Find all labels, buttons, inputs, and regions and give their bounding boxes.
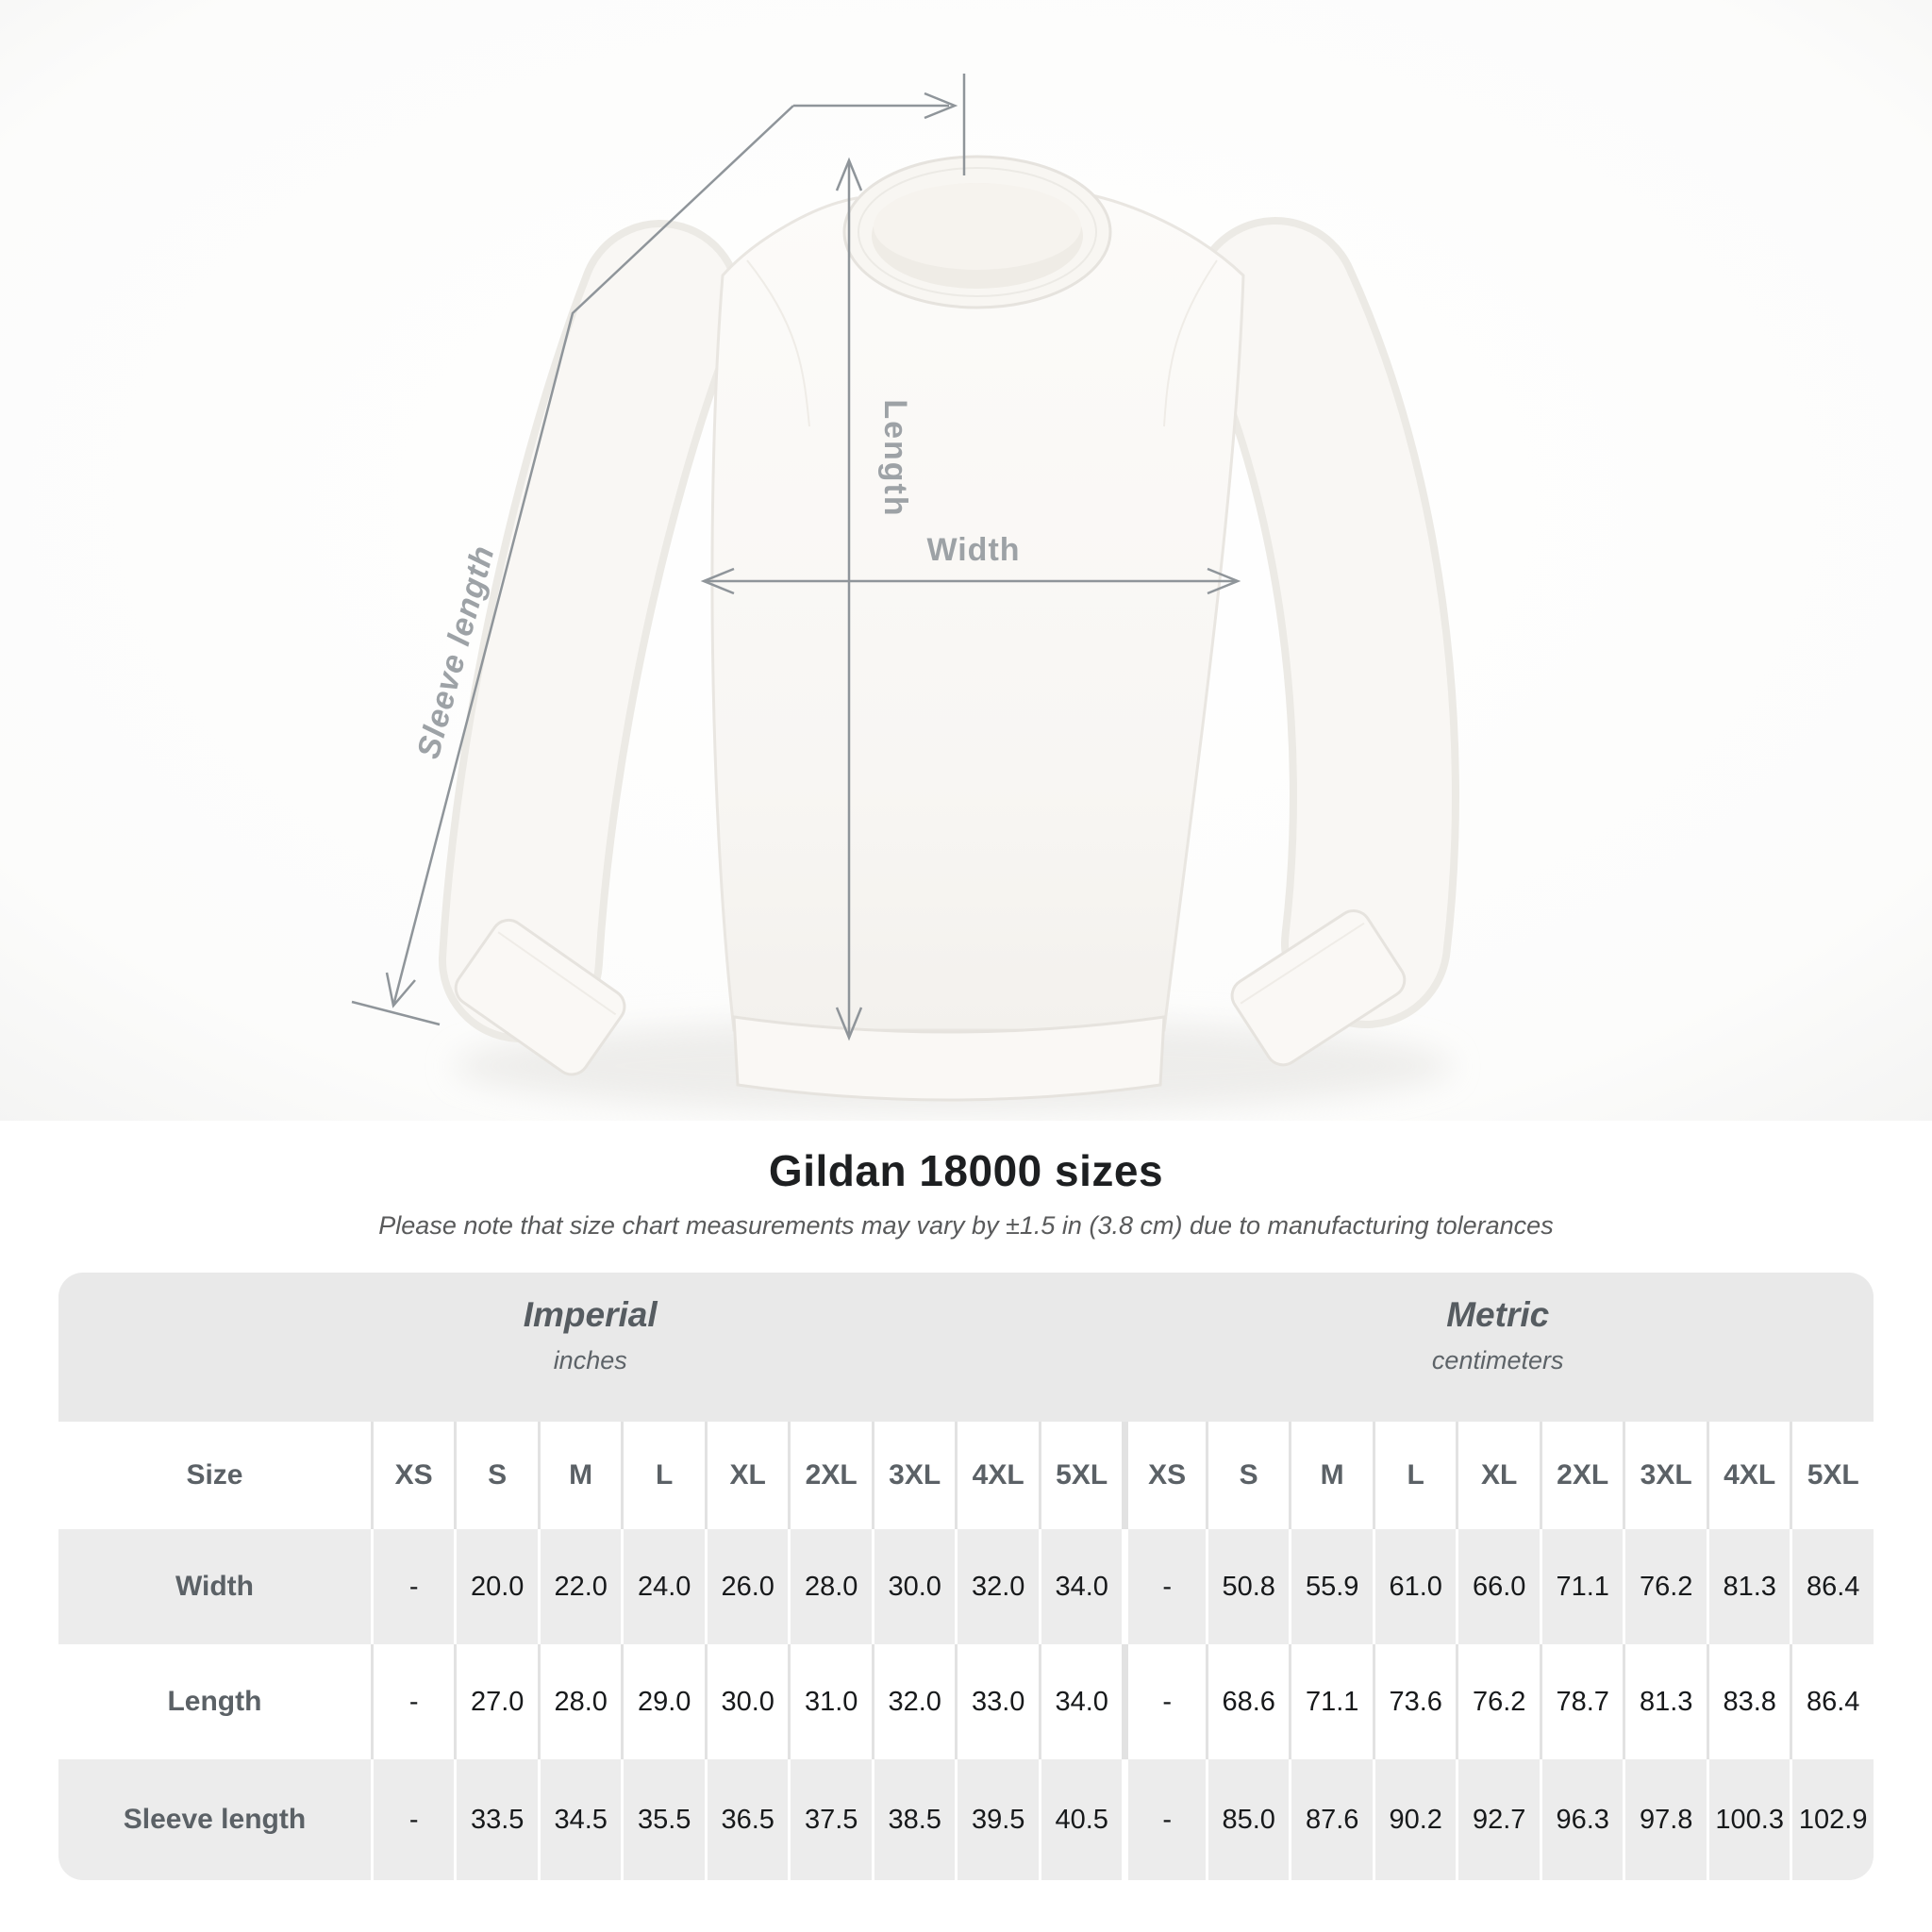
metric-unit-label: centimeters <box>1431 1346 1564 1374</box>
col-header-imperial-l: L <box>621 1422 705 1529</box>
col-header-imperial-m: M <box>538 1422 622 1529</box>
width-label: Width <box>926 532 1021 568</box>
length-label: Length <box>877 399 913 518</box>
imperial-band <box>58 1273 1122 1422</box>
table-cell: 38.5 <box>872 1759 956 1880</box>
table-cell: 81.3 <box>1623 1644 1707 1759</box>
table-cell: 76.2 <box>1623 1529 1707 1644</box>
size-chart-table <box>58 1273 1874 1880</box>
col-header-metric-2xl: 2XL <box>1540 1422 1624 1529</box>
table-cell: 28.0 <box>788 1529 872 1644</box>
table-cell: 40.5 <box>1039 1759 1123 1880</box>
table-cell: 33.0 <box>955 1644 1039 1759</box>
table-cell: 85.0 <box>1206 1759 1290 1880</box>
table-cell: 92.7 <box>1456 1759 1540 1880</box>
col-header-imperial-4xl: 4XL <box>955 1422 1039 1529</box>
table-cell: 32.0 <box>955 1529 1039 1644</box>
col-header-metric-m: M <box>1289 1422 1373 1529</box>
table-cell: 78.7 <box>1540 1644 1624 1759</box>
size-corner-header: Size <box>186 1459 243 1491</box>
col-header-imperial-2xl: 2XL <box>788 1422 872 1529</box>
table-cell: 87.6 <box>1289 1759 1373 1880</box>
col-header-metric-xs: XS <box>1122 1422 1206 1529</box>
table-cell: 26.0 <box>705 1529 789 1644</box>
col-header-imperial-5xl: 5XL <box>1039 1422 1123 1529</box>
table-cell: - <box>1122 1529 1206 1644</box>
table-cell: - <box>371 1529 455 1644</box>
table-cell: 61.0 <box>1373 1529 1457 1644</box>
table-cell: 36.5 <box>705 1759 789 1880</box>
table-cell: 100.3 <box>1707 1759 1790 1880</box>
table-cell: 27.0 <box>454 1644 538 1759</box>
row-label: Width <box>175 1571 254 1602</box>
table-cell: 30.0 <box>705 1644 789 1759</box>
table-cell: 73.6 <box>1373 1644 1457 1759</box>
table-cell: 31.0 <box>788 1644 872 1759</box>
table-cell: 39.5 <box>955 1759 1039 1880</box>
body-panel <box>712 194 1243 1030</box>
collar <box>844 157 1110 308</box>
table-cell: 86.4 <box>1790 1644 1874 1759</box>
col-header-imperial-s: S <box>454 1422 538 1529</box>
metric-band <box>1122 1273 1874 1422</box>
table-row-length <box>58 1644 1874 1759</box>
table-cell: 37.5 <box>788 1759 872 1880</box>
col-header-metric-xl: XL <box>1456 1422 1540 1529</box>
table-cell: 86.4 <box>1790 1529 1874 1644</box>
table-cell: 90.2 <box>1373 1759 1457 1880</box>
col-header-metric-s: S <box>1206 1422 1290 1529</box>
table-cell: 81.3 <box>1707 1529 1790 1644</box>
page-title: Gildan 18000 sizes <box>768 1146 1164 1195</box>
table-cell: 34.0 <box>1039 1644 1123 1759</box>
table-cell: 83.8 <box>1707 1644 1790 1759</box>
col-header-imperial-3xl: 3XL <box>872 1422 956 1529</box>
imperial-unit-label: inches <box>553 1346 627 1374</box>
table-cell: 34.0 <box>1039 1529 1123 1644</box>
table-cell: - <box>1122 1759 1206 1880</box>
table-cell: 71.1 <box>1289 1644 1373 1759</box>
unit-band-row <box>58 1273 1874 1422</box>
table-row-width <box>58 1529 1874 1644</box>
metric-label: Metric <box>1446 1295 1550 1334</box>
table-cell: 102.9 <box>1790 1759 1874 1880</box>
table-cell: 30.0 <box>872 1529 956 1644</box>
row-label: Length <box>167 1686 262 1717</box>
col-header-metric-l: L <box>1373 1422 1457 1529</box>
page-subtitle: Please note that size chart measurements may vary by ±1.5 in (3.8 cm) due to manufacturing tolerances <box>378 1211 1554 1240</box>
table-cell: 33.5 <box>454 1759 538 1880</box>
col-header-metric-3xl: 3XL <box>1623 1422 1707 1529</box>
table-cell: 29.0 <box>621 1644 705 1759</box>
table-body <box>58 1529 1874 1880</box>
table-row-sleeve-length <box>58 1759 1874 1880</box>
col-header-imperial-xs: XS <box>371 1422 455 1529</box>
col-header-metric-5xl: 5XL <box>1790 1422 1874 1529</box>
table-cell: 55.9 <box>1289 1529 1373 1644</box>
table-cell: 24.0 <box>621 1529 705 1644</box>
table-cell: - <box>1122 1644 1206 1759</box>
table-cell: 71.1 <box>1540 1529 1624 1644</box>
table-cell: 32.0 <box>872 1644 956 1759</box>
imperial-label: Imperial <box>523 1295 658 1334</box>
table-cell: 22.0 <box>538 1529 622 1644</box>
table-cell: 68.6 <box>1206 1644 1290 1759</box>
table-cell: - <box>371 1644 455 1759</box>
col-header-imperial-xl: XL <box>705 1422 789 1529</box>
table-cell: 28.0 <box>538 1644 622 1759</box>
table-cell: - <box>371 1759 455 1880</box>
table-cell: 50.8 <box>1206 1529 1290 1644</box>
size-chart-table-wrap <box>58 1273 1874 1880</box>
sleeve-length-label: Sleeve length <box>409 541 502 763</box>
table-cell: 66.0 <box>1456 1529 1540 1644</box>
table-cell: 35.5 <box>621 1759 705 1880</box>
col-header-metric-4xl: 4XL <box>1707 1422 1790 1529</box>
table-cell: 96.3 <box>1540 1759 1624 1880</box>
table-cell: 97.8 <box>1623 1759 1707 1880</box>
table-cell: 20.0 <box>454 1529 538 1644</box>
row-label: Sleeve length <box>123 1804 307 1835</box>
table-cell: 34.5 <box>538 1759 622 1880</box>
table-cell: 76.2 <box>1456 1644 1540 1759</box>
size-header-row <box>58 1422 1874 1529</box>
